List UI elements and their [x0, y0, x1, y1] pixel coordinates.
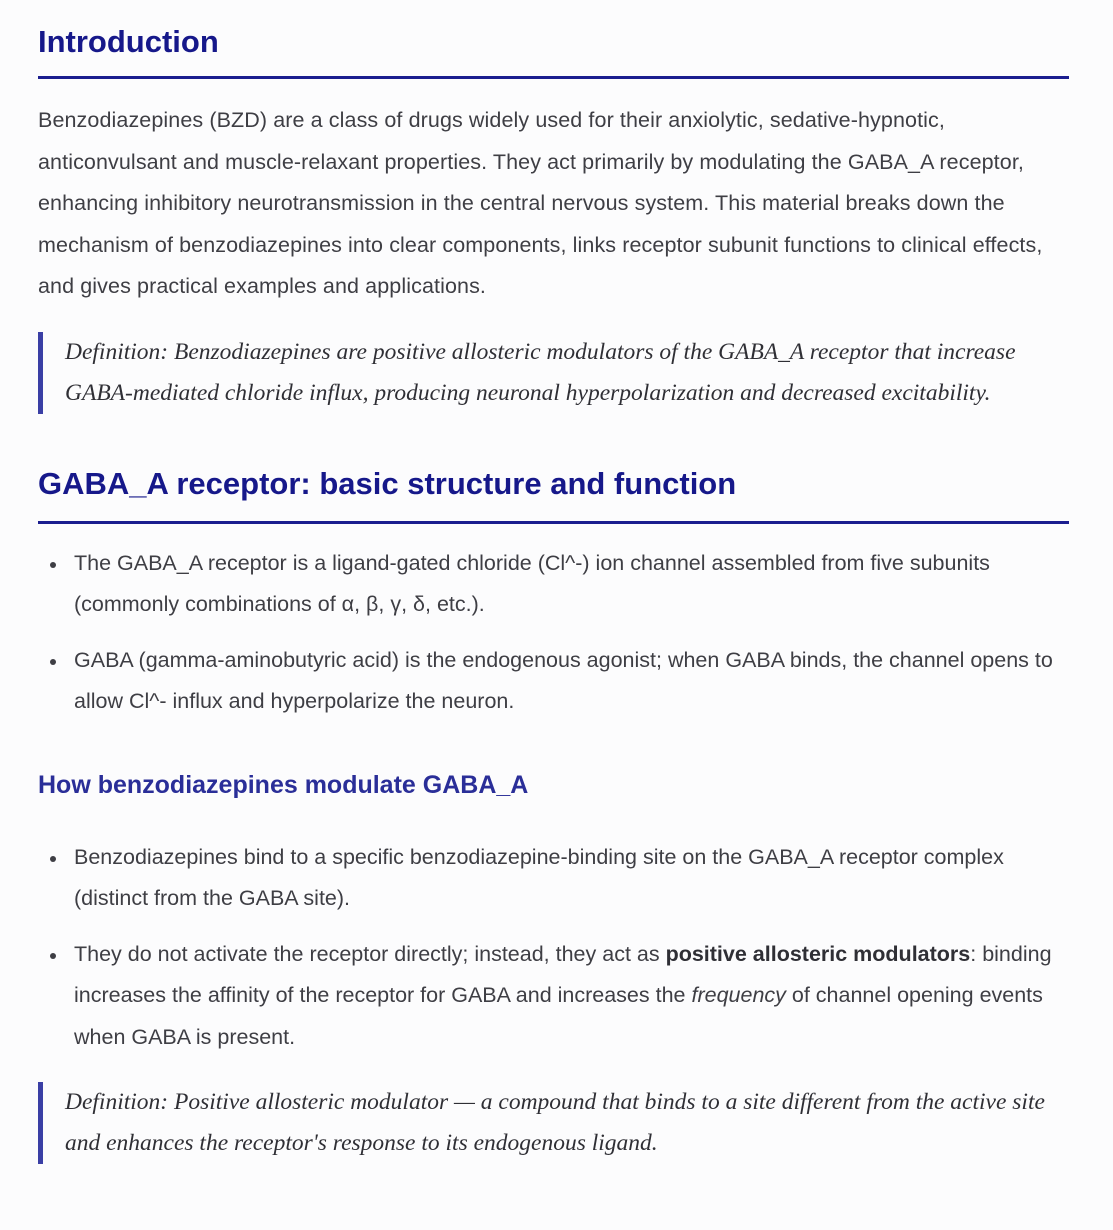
text-run: of channel opening events when GABA is present.	[74, 983, 1043, 1049]
list-item: Benzodiazepines bind to a specific benzodiazepine-binding site on the GABA_A receptor complex (distinct from the GABA site).	[74, 837, 1074, 920]
list-item: The GABA_A receptor is a ligand-gated chloride (Cl^-) ion channel assembled from five subunits (commonly combinations of α, β, γ, δ, etc.).	[74, 543, 1074, 626]
definition-callout-pam: Definition: Positive allosteric modulator — a compound that binds to a site different from the active site and enhances the receptor's response to its endogenous ligand.	[38, 1082, 1065, 1164]
modulation-bullet-list	[38, 837, 1074, 1059]
list-item	[74, 934, 1074, 1059]
heading-divider	[38, 76, 1069, 79]
heading-introduction: Introduction	[38, 24, 219, 59]
bold-term: positive allosteric modulators	[665, 941, 971, 966]
definition-callout-benzodiazepines: Definition: Benzodiazepines are positive allosteric modulators of the GABA_A receptor that increase GABA-mediated chloride influx, producing neuronal hyperpolarization and decreased excitability.	[38, 332, 1065, 414]
heading-modulation: How benzodiazepines modulate GABA_A	[38, 770, 529, 799]
italic-term: frequency	[691, 983, 786, 1007]
intro-paragraph: Benzodiazepines (BZD) are a class of drugs widely used for their anxiolytic, sedative-hypnotic, anticonvulsant and muscle-relaxant properties. They act primarily by modulating the GABA_A receptor, enhancing inhibitory neurotransmission in the central nervous system. This material breaks down the mechanism of benzodiazepines into clear components, links receptor subunit functions to clinical effects, and gives practical examples and applications.	[38, 108, 1043, 298]
text-run: They do not activate the receptor directly; instead, they act as	[74, 941, 666, 966]
heading-divider	[38, 521, 1069, 524]
gaba-bullet-list	[38, 543, 1074, 723]
list-item: GABA (gamma-aminobutyric acid) is the endogenous agonist; when GABA binds, the channel opens to allow Cl^- influx and hyperpolarize the neuron.	[74, 640, 1074, 723]
text-run: : binding increases the affinity of the receptor for GABA and increases the	[74, 941, 1052, 1007]
heading-gaba-receptor: GABA_A receptor: basic structure and function	[38, 465, 737, 501]
